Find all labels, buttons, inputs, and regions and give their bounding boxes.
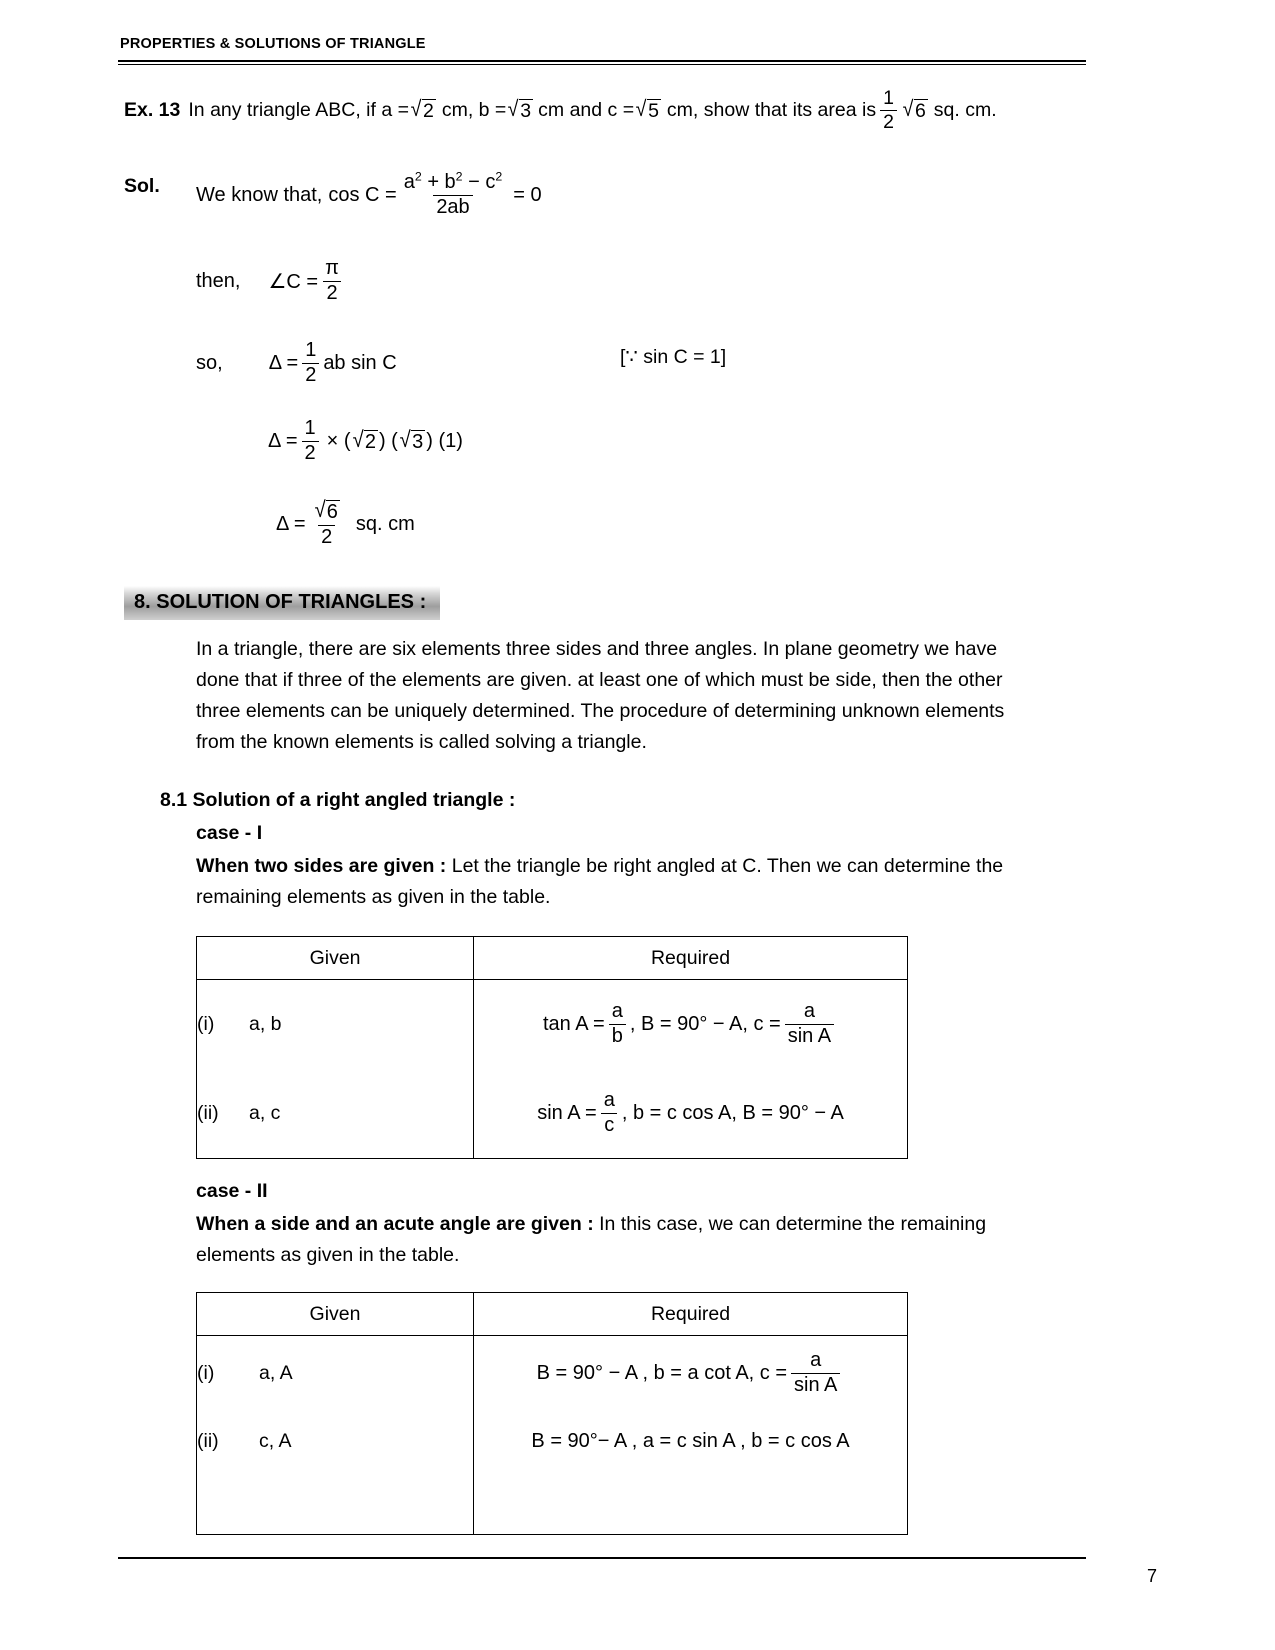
running-head: PROPERTIES & SOLUTIONS OF TRIANGLE [120, 36, 426, 52]
table2-row1-given [197, 1336, 474, 1411]
b-90-cot-expression: B = 90° − A , b = a cot A, c = [536, 1361, 788, 1384]
so-line [196, 340, 397, 386]
tan-a-label: tan A = [542, 1012, 605, 1035]
case-1-bold-lead: When two sides are given : [196, 855, 447, 877]
table1-header-required: Required [474, 937, 908, 980]
section8-paragraph [196, 634, 1096, 758]
paragraph-line: three elements can be uniquely determined. The procedure of determining unknown elements [196, 700, 1005, 722]
so-label: so, [196, 351, 223, 374]
section-heading-8: 8. SOLUTION OF TRIANGLES : [124, 586, 440, 620]
case-1-description [196, 851, 1096, 913]
fraction-a-over-c: $\frac{a}{c}$ [601, 1090, 618, 1136]
fraction-one-half-area: $\frac{1}{2}$ [302, 340, 319, 386]
table2-row2-required [474, 1410, 908, 1472]
angle-c-label: ∠C = [268, 270, 319, 293]
sqrt-a: √ 2 [410, 96, 434, 123]
ab-sin-c-text: ab sin C [323, 351, 397, 374]
b-c-expression: , B = 90° − A, c = [629, 1012, 781, 1035]
table-row-spacer [197, 1472, 908, 1535]
example-text-3: cm and c = [538, 99, 635, 122]
example-text-4: cm, show that its area is [666, 99, 877, 122]
table2-header-required: Required [474, 1293, 908, 1336]
table-row [197, 1068, 908, 1159]
table2-row1-given-value: a, A [259, 1361, 293, 1384]
example-block [124, 88, 1104, 133]
cos-numerator: $a^2 + b^2 - c^2$ [403, 169, 503, 193]
example-text-1: In any triangle ABC, if a = [188, 99, 409, 122]
table-row [197, 1410, 908, 1472]
paren-mid: ) ( [378, 429, 398, 452]
delta-equals: Δ = [268, 351, 299, 374]
we-know-that-text: We know that, [196, 183, 323, 206]
paren-tail: ) (1) [426, 429, 463, 452]
fraction-one-half-step: $\frac{1}{2}$ [302, 418, 319, 464]
footer-rule [118, 1557, 1086, 1559]
fraction-a-over-b: $\frac{a}{b}$ [609, 1001, 626, 1047]
table1-row1-index: (i) [197, 1012, 215, 1035]
section-heading-81: 8.1 Solution of a right angled triangle : [160, 789, 516, 811]
table-header-row [197, 1293, 908, 1336]
table1-row2-given [197, 1068, 474, 1159]
fraction-a-over-sinA: $\frac{a}{\text{sin A}}$ [785, 1001, 834, 1047]
table2-row2-given [197, 1410, 474, 1472]
fraction-a-over-sinA-2: $\frac{a}{\text{sin A}}$ [791, 1350, 840, 1396]
table-row [197, 980, 908, 1069]
table-case-2 [196, 1292, 908, 1535]
sin-c-note: [∵ sin C = 1] [620, 346, 727, 368]
table2-header-given: Given [197, 1293, 474, 1336]
sin-a-label: sin A = [537, 1101, 597, 1124]
sqrt-six: √ 6 [902, 96, 926, 123]
table-header-row [197, 937, 908, 980]
b-90-sin-cos-expression: B = 90°− A , a = c sin A , b = c cos A [531, 1429, 850, 1452]
table2-row1-index: (i) [197, 1361, 215, 1384]
example-text-5: sq. cm. [933, 99, 997, 122]
page-number: 7 [1146, 1566, 1157, 1586]
case-2-description [196, 1209, 1096, 1271]
sqrt-b: √ 3 [507, 96, 532, 123]
cos-rule-fraction [401, 169, 506, 218]
cos-c-rhs: = 0 [513, 183, 542, 206]
table1-header-given: Given [197, 937, 474, 980]
table2-spacer-right [474, 1472, 908, 1535]
final-unit: sq. cm [355, 512, 415, 535]
case-2-bold-lead: When a side and an acute angle are given : [196, 1213, 594, 1235]
table1-row1-required [474, 980, 908, 1069]
cos-denominator: 2ab [433, 195, 472, 219]
paragraph-line: done that if three of the elements are given. at least one of which must be side, then the other [196, 669, 1003, 691]
table2-row2-index: (ii) [197, 1429, 219, 1452]
delta-substitution-line [268, 418, 463, 464]
solution-line-1 [196, 169, 542, 218]
table-case-1 [196, 936, 908, 1159]
paragraph-line: from the known elements is called solving a triangle. [196, 731, 647, 753]
table1-row2-required [474, 1068, 908, 1159]
table-row [197, 1336, 908, 1411]
paragraph-line: In a triangle, there are six elements three sides and three angles. In plane geometry we have [196, 638, 998, 660]
case-2-label: case - II [196, 1180, 268, 1202]
delta-equals-2: Δ = [268, 429, 298, 452]
sqrt-step-3: √ 3 [399, 426, 424, 453]
then-line [196, 258, 346, 304]
fraction-half: $\frac{1}{2}$ [880, 88, 897, 133]
table2-row1-required [474, 1336, 908, 1411]
header-rule [118, 60, 1086, 65]
fraction-pi-over-two: $\frac{\pi}{2}$ [325, 257, 339, 304]
cos-c-lhs: cos C = [328, 183, 397, 206]
sqrt-c: √ 5 [635, 96, 659, 123]
case-1-label: case - I [196, 822, 263, 844]
case-2-rest-2: elements as given in the table. [196, 1244, 460, 1266]
table1-row1-given-value: a, b [249, 1012, 282, 1035]
table1-row1-given [197, 980, 474, 1069]
case-1-rest-2: remaining elements as given in the table. [196, 886, 551, 908]
b-cosA-expression: , b = c cos A, B = 90° − A [621, 1101, 844, 1124]
delta-final-line [276, 497, 415, 548]
table1-row2-given-value: a, c [249, 1101, 281, 1124]
delta-equals-3: Δ = [276, 512, 306, 535]
example-label: Ex. 13 [124, 99, 181, 122]
table2-spacer-left [197, 1472, 474, 1535]
multiply-open: × ( [326, 429, 351, 452]
case-2-rest-1: In this case, we can determine the remaining [593, 1213, 987, 1235]
example-text-2: cm, b = [441, 99, 507, 122]
table2-row2-given-value: c, A [259, 1429, 292, 1452]
table1-row2-index: (ii) [197, 1101, 219, 1124]
then-label: then, [196, 269, 241, 292]
case-1-rest-1: Let the triangle be right angled at C. Then we can determine the [446, 855, 1004, 877]
sqrt-step-2: √ 2 [352, 426, 376, 453]
solution-label: Sol. [124, 175, 160, 197]
sqrt-final: √ 6 [314, 497, 338, 523]
fraction-sqrt6-over-2: √ 6 2 [310, 500, 344, 548]
